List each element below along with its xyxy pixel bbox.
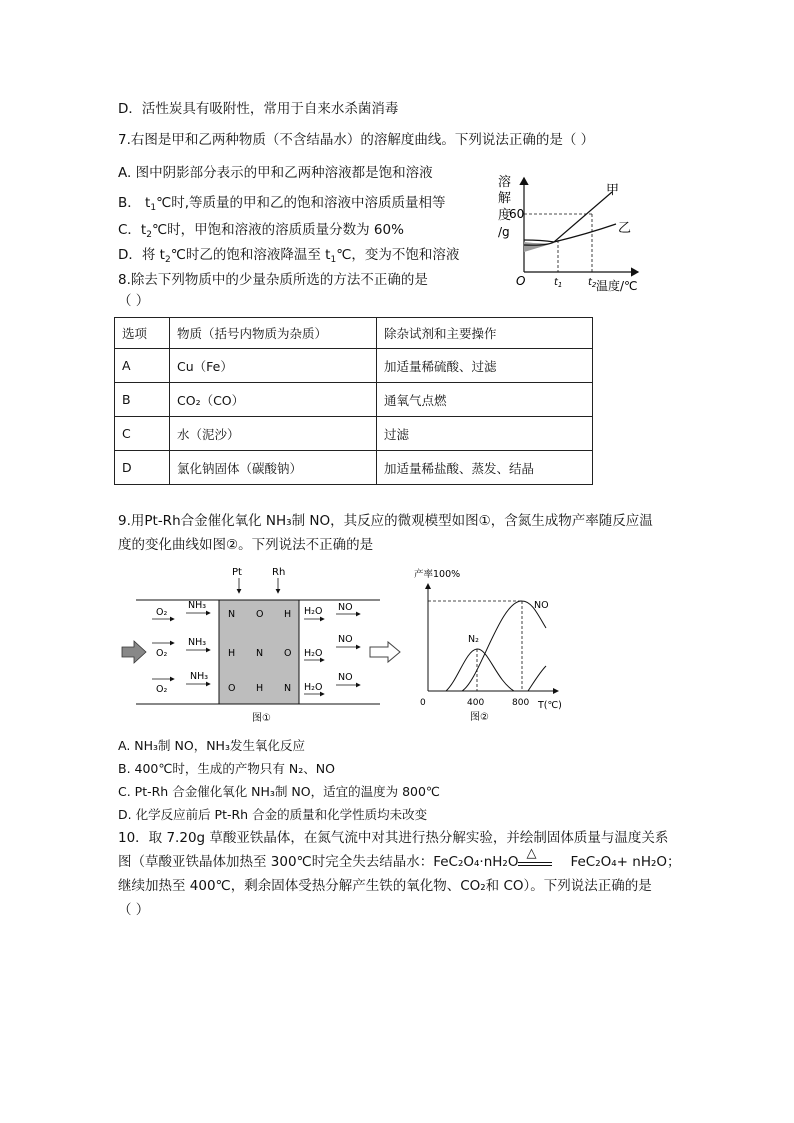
tick-t1	[554, 277, 562, 289]
grid-atom: H	[228, 648, 236, 659]
grid-atom: N	[228, 609, 236, 620]
t2-sub: 2	[591, 281, 597, 289]
transition-arrow-icon	[368, 640, 404, 664]
q7-d-part3: ℃，变为不饱和溶液	[336, 247, 460, 263]
ylabel-char3: 度	[498, 208, 512, 223]
t2-text: t	[588, 277, 592, 288]
q7-d-sub2: 1	[330, 255, 337, 265]
xlabel: 温度/℃	[596, 279, 638, 293]
q7-option-a: A. 图中阴影部分表示的甲和乙两种溶液都是饱和溶液	[118, 165, 433, 181]
q7-c-part1: C．t	[118, 222, 147, 238]
curve-n2-rise	[528, 666, 546, 691]
figure2-yield-chart	[410, 560, 580, 726]
tick-800: 800	[512, 698, 530, 708]
q6-option-d: D．活性炭具有吸附性，常用于自来水杀菌消毒	[118, 101, 399, 117]
o2-label: O₂	[156, 648, 168, 659]
q9-option-b: B. 400℃时，生成的产物只有 N₂、NO	[118, 761, 335, 776]
ylabel-char2: 解	[498, 191, 512, 206]
table-cell: CO₂（CO）	[170, 383, 377, 417]
q7-stem: 7.右图是甲和乙两种物质（不含结晶水）的溶解度曲线。下列说法正确的是（ ）	[118, 132, 595, 148]
q7-c-part2: ℃时，甲饱和溶液的溶质质量分数为 60%	[151, 222, 404, 238]
h2o-label: H₂O	[304, 682, 323, 693]
q8-paren: （ ）	[118, 293, 150, 309]
reaction-equals-sign	[518, 862, 552, 866]
ylabel-char4: /g	[498, 225, 510, 239]
ylabel-char1: 溶	[498, 175, 512, 190]
grid-atom: O	[228, 683, 236, 694]
no-label: NO	[338, 602, 353, 613]
table-cell: 加适量稀硫酸、过滤	[377, 349, 593, 383]
q7-option-b	[118, 194, 446, 212]
q9-option-c: C. Pt-Rh 合金催化氧化 NH₃制 NO，适宜的温度为 800℃	[118, 784, 440, 799]
q7-b-sub: 1	[150, 203, 157, 213]
h2o-label: H₂O	[304, 648, 323, 659]
q7-b-part2: ℃时,等质量的甲和乙的饱和溶液中溶质质量相等	[156, 195, 446, 211]
q10-line2	[118, 846, 681, 871]
grid-atom: O	[256, 609, 264, 620]
o2-label: O₂	[156, 607, 168, 618]
grid-atom: N	[284, 683, 292, 694]
table-cell: B	[115, 383, 170, 417]
q7-b-part1: B． t	[118, 195, 151, 211]
q10-line1: 10．取 7.20g 草酸亚铁晶体，在氮气流中对其进行热分解实验，并绘制固体质量与温度关系	[118, 830, 669, 846]
table-cell: Cu（Fe）	[170, 349, 377, 383]
figure1-caption: 图①	[252, 713, 271, 724]
table-cell: 过滤	[377, 417, 593, 451]
fig2-ylabel: 产率100%	[414, 569, 461, 580]
q7-d-part2: ℃时乙的饱和溶液降温至 t	[170, 247, 331, 263]
header-cell: 除杂试剂和主要操作	[377, 318, 593, 349]
table-cell: A	[115, 349, 170, 383]
table-cell: 氯化钠固体（碳酸钠）	[170, 451, 377, 485]
grid-atom: H	[284, 609, 292, 620]
no-label: NO	[338, 634, 353, 645]
t1-text: t	[554, 277, 558, 288]
grid-atom: H	[256, 683, 264, 694]
table-row	[115, 417, 593, 451]
pt-label: Pt	[232, 567, 242, 578]
q9-stem-line1: 9.用Pt-Rh合金催化氧化 NH₃制 NO，其反应的微观模型如图①，含氮生成物产率随反应温	[118, 513, 653, 529]
no-label: NO	[338, 672, 353, 683]
table-row	[115, 451, 593, 485]
rh-label: Rh	[272, 567, 286, 578]
figure2-caption: 图②	[470, 712, 489, 723]
curve-yi	[524, 224, 616, 242]
curve-no	[462, 601, 546, 691]
table-header-row	[115, 318, 593, 349]
header-cell: 选项	[115, 318, 170, 349]
q10-line2-part1: 图（草酸亚铁晶体加热至 300℃时完全失去结晶水：FeC₂O₄·nH₂O	[118, 854, 519, 870]
q8-options-table	[114, 317, 593, 485]
q9-option-a: A. NH₃制 NO，NH₃发生氧化反应	[118, 738, 305, 753]
table-cell: 水（泥沙）	[170, 417, 377, 451]
delta-icon: △	[526, 846, 537, 861]
q7-c-sub: 2	[146, 230, 152, 240]
q10-line2-part2: FeC₂O₄+ nH₂O；	[570, 854, 681, 870]
origin-label: O	[516, 274, 526, 288]
table-row	[115, 383, 593, 417]
big-input-arrow	[122, 641, 146, 663]
q10-line3: 继续加热至 400℃，剩余固体受热分解产生铁的氧化物、CO₂和 CO）。下列说法正确的是	[118, 878, 652, 894]
label-jia: 甲	[606, 183, 620, 198]
table-row	[115, 349, 593, 383]
q7-option-c	[118, 221, 404, 239]
nh3-label: NH₃	[188, 637, 207, 648]
heat-condition	[518, 846, 558, 871]
table-cell: 通氧气点燃	[377, 383, 593, 417]
curve-jia	[524, 192, 612, 245]
tick-400: 400	[467, 698, 485, 708]
t1-sub: 1	[557, 281, 563, 289]
solubility-graph	[492, 172, 652, 294]
table-cell: C	[115, 417, 170, 451]
table-cell: D	[115, 451, 170, 485]
h2o-label: H₂O	[304, 606, 323, 617]
table-cell: 加适量稀盐酸、蒸发、结晶	[377, 451, 593, 485]
nh3-label: NH₃	[188, 600, 207, 611]
q9-option-d: D. 化学反应前后 Pt-Rh 合金的质量和化学性质均未改变	[118, 807, 428, 822]
grid-atom: O	[284, 648, 292, 659]
label-no: NO	[534, 600, 549, 611]
curve-n2	[446, 649, 514, 691]
o2-label: O₂	[156, 684, 168, 695]
q7-d-sub1: 2	[164, 255, 171, 265]
header-cell: 物质（括号内物质为杂质）	[170, 318, 377, 349]
q9-stem-line2: 度的变化曲线如图②。下列说法不正确的是	[118, 537, 374, 553]
label-yi: 乙	[618, 221, 632, 236]
q7-option-d	[118, 246, 459, 264]
figure1-micro-model	[118, 563, 390, 725]
q7-d-part1: D．将 t	[118, 247, 165, 263]
fig2-xlabel: T(℃)	[538, 700, 562, 711]
tick-60: 60	[509, 207, 525, 221]
nh3-label: NH₃	[190, 671, 209, 682]
fig2-origin: 0	[420, 698, 426, 708]
q10-line4: （ ）	[118, 902, 150, 918]
q8-stem: 8.除去下列物质中的少量杂质所选的方法不正确的是	[118, 272, 428, 288]
label-n2: N₂	[468, 634, 479, 645]
grid-atom: N	[256, 648, 264, 659]
